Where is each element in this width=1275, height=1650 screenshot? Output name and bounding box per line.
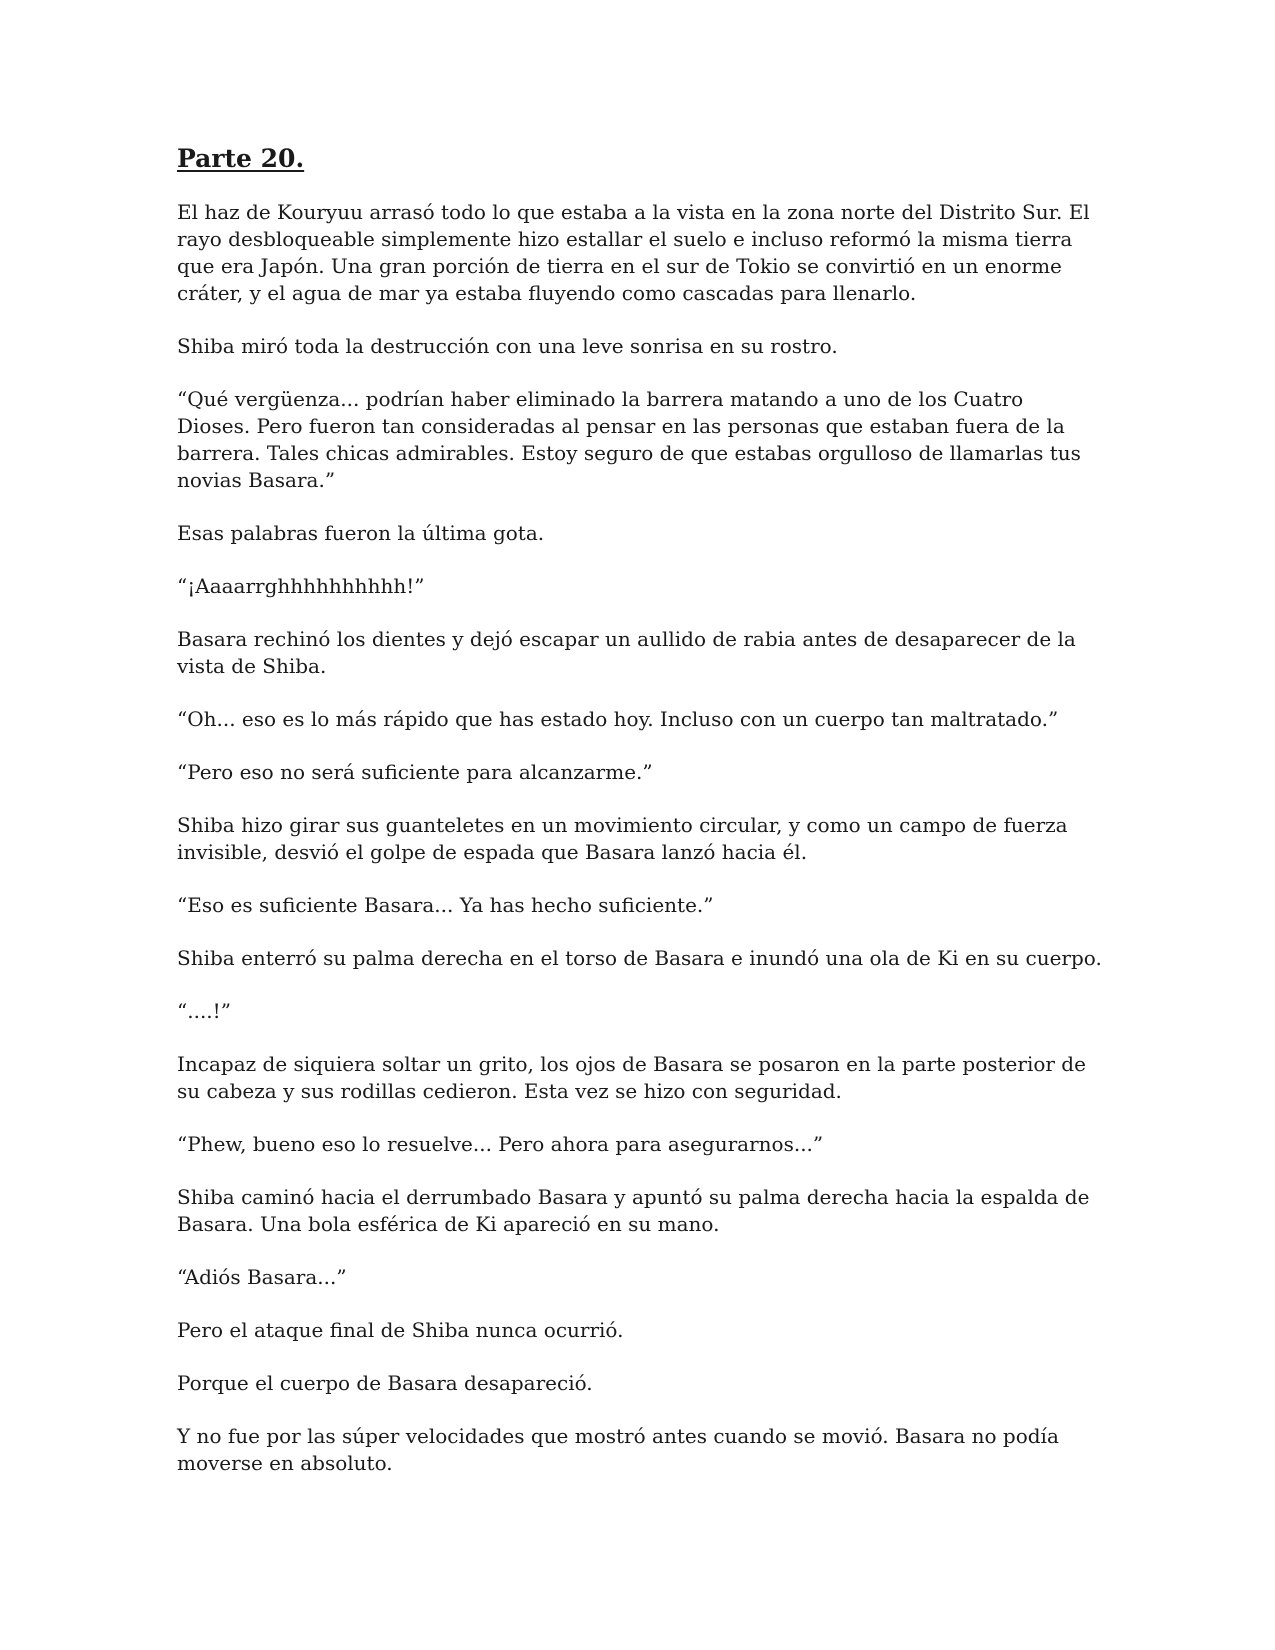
paragraph-5: “¡Aaaarrghhhhhhhhhh!” (177, 574, 425, 598)
paragraph-4: Esas palabras fueron la última gota. (177, 521, 545, 545)
paragraph-12: “....!” (177, 999, 231, 1023)
paragraph-2: Shiba miró toda la destrucción con una leve sonrisa en su rostro. (177, 334, 838, 358)
paragraph-13: Incapaz de siquiera soltar un grito, los ojos de Basara se posaron en la parte posterior de su cabeza y sus rodillas cedieron. Esta vez se hizo con seguridad. (177, 1052, 1086, 1103)
chapter-heading: Parte 20. (177, 144, 305, 173)
paragraph-10: “Eso es suficiente Basara... Ya has hecho suficiente.” (177, 893, 714, 917)
paragraph-14: “Phew, bueno eso lo resuelve... Pero ahora para asegurarnos...” (177, 1132, 824, 1156)
paragraph-19: Y no fue por las súper velocidades que mostró antes cuando se movió. Basara no podía moverse en absoluto. (177, 1424, 1059, 1475)
paragraph-18: Porque el cuerpo de Basara desapareció. (177, 1371, 593, 1395)
paragraph-9: Shiba hizo girar sus guanteletes en un movimiento circular, y como un campo de fuerza invisible, desvió el golpe de espada que Basara lanzó hacia él. (177, 813, 1068, 864)
paragraph-6: Basara rechinó los dientes y dejó escapar un aullido de rabia antes de desaparecer de la vista de Shiba. (177, 627, 1076, 678)
paragraph-3: “Qué vergüenza... podrían haber eliminado la barrera matando a uno de los Cuatro Dioses. Pero fueron tan consideradas al pensar en las personas que estaban fuera de la barrera. Tales chicas admirables. Estoy seguro de que estabas orgulloso de llamarlas tus novias Basara.” (177, 387, 1081, 492)
paragraph-15: Shiba caminó hacia el derrumbado Basara y apuntó su palma derecha hacia la espalda de Basara. Una bola esférica de Ki apareció en su mano. (177, 1185, 1090, 1236)
paragraph-7: “Oh... eso es lo más rápido que has estado hoy. Incluso con un cuerpo tan maltratado.” (177, 707, 1059, 731)
paragraph-17: Pero el ataque final de Shiba nunca ocurrió. (177, 1318, 624, 1342)
paragraph-8: “Pero eso no será suficiente para alcanzarme.” (177, 760, 653, 784)
paragraph-16: “Adiós Basara...” (177, 1265, 347, 1289)
paragraph-11: Shiba enterró su palma derecha en el torso de Basara e inundó una ola de Ki en su cuerpo. (177, 946, 1102, 970)
document-body (177, 143, 1102, 1503)
paragraph-1: El haz de Kouryuu arrasó todo lo que estaba a la vista en la zona norte del Distrito Sur. El rayo desbloqueable simplemente hizo estallar el suelo e incluso reformó la misma tierra que era Japón. Una gran porción de tierra en el sur de Tokio se convirtió en un enorme cráter, y el agua de mar ya estaba fluyendo como cascadas para llenarlo. (177, 200, 1090, 305)
